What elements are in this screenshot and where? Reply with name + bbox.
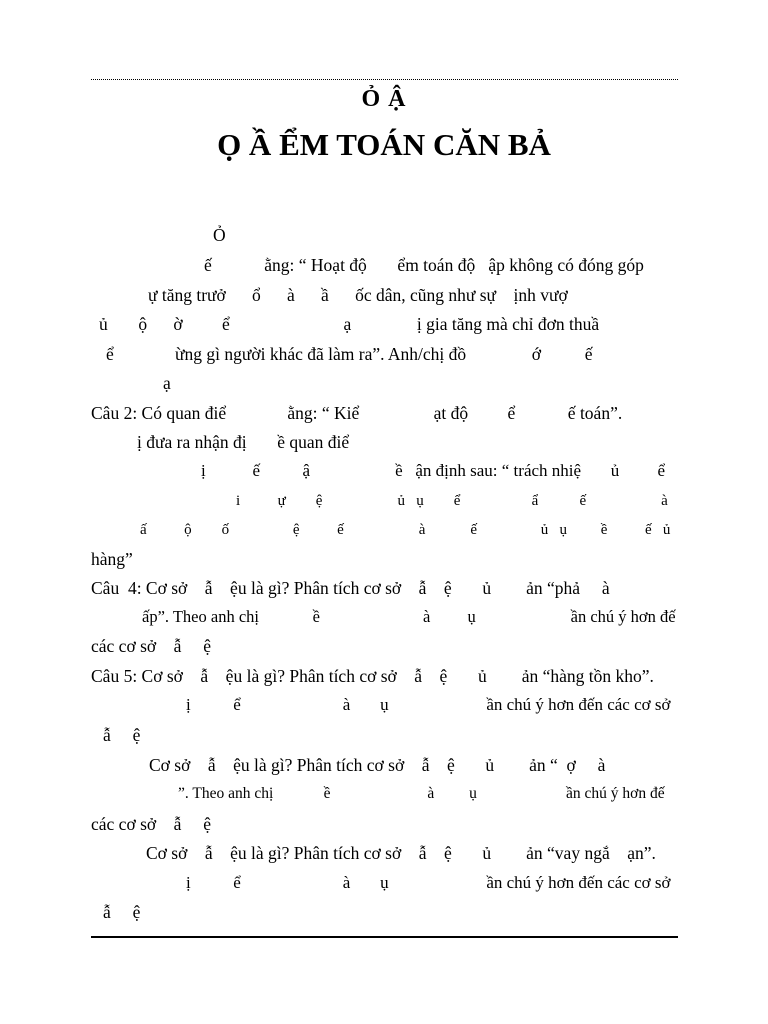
text-line: ể ừng gì người khác đã làm ra”. Anh/chị đồ ớ ế — [106, 344, 593, 364]
heading-2: Ọ Ầ ỂM TOÁN CĂN BẢ — [217, 127, 551, 162]
text-line: ị ể à ụ ần chú ý hơn đến các cơ sở — [186, 873, 671, 892]
text-line: ạ — [163, 373, 171, 393]
text-line: i ự ệ ủ ụ ể ẩ ế à — [236, 493, 668, 509]
text-line: Cơ sở ẫ ệu là gì? Phân tích cơ sở ẫ ệ ủ ản “ ợ à — [149, 755, 606, 775]
text-line: Câu 5: Cơ sở ẫ ệu là gì? Phân tích cơ sở ẫ ệ ủ ản “hàng tồn kho”. — [91, 666, 654, 686]
text-line: ấ ộ ố ệ ế à ế ủ ụ ề ế ủ — [140, 522, 671, 538]
text-line: ấp”. Theo anh chị ề à ụ ần chú ý hơn đế — [142, 607, 676, 626]
heading-1: Ỏ Ậ — [361, 86, 407, 112]
text-line: Câu 2: Có quan điể ằng: “ Kiể ạt độ ể ế toán”. — [91, 403, 623, 423]
section-label: Ỏ — [213, 225, 226, 245]
text-line: ẫ ệ — [103, 902, 141, 922]
text-line: ị đưa ra nhận đị ề quan điể — [137, 432, 350, 452]
text-line: ”. Theo anh chị ề à ụ ần chú ý hơn đế — [178, 785, 665, 802]
text-line: hàng” — [91, 549, 133, 569]
text-line: ế ằng: “ Hoạt độ ểm toán độ ập không có đóng góp — [204, 255, 644, 275]
top-dotted-rule — [91, 79, 678, 80]
text-line: ự tăng trưở ổ à ầ ốc dân, cũng như sự ịnh vượ — [148, 285, 568, 305]
text-line: ẫ ệ — [103, 725, 141, 745]
text-line: ị ể à ụ ần chú ý hơn đến các cơ sở — [186, 695, 671, 714]
text-line: các cơ sở ẫ ệ — [91, 636, 212, 656]
bottom-rule — [91, 936, 678, 938]
text-line: Cơ sở ẫ ệu là gì? Phân tích cơ sở ẫ ệ ủ ản “vay ngắ ạn”. — [146, 843, 656, 863]
text-line: ị ế ậ ề ận định sau: “ trách nhiệ ủ ể — [201, 461, 666, 480]
text-line: các cơ sở ẫ ệ — [91, 814, 212, 834]
text-line: ủ ộ ờ ể ạ ị gia tăng mà chỉ đơn thuầ — [99, 314, 600, 334]
text-line: Câu 4: Cơ sở ẫ ệu là gì? Phân tích cơ sở ẫ ệ ủ ản “phả à — [91, 578, 610, 598]
